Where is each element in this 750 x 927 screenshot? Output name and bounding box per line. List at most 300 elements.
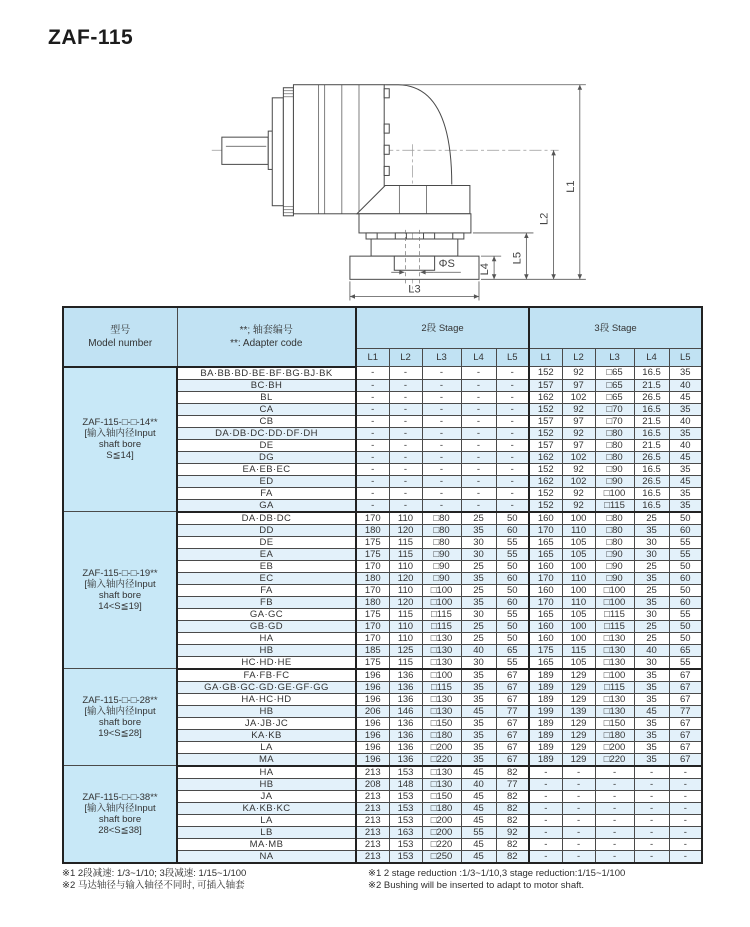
stage3-value: - [669, 802, 702, 814]
stage2-value: - [496, 403, 529, 415]
stage3-value: 67 [669, 693, 702, 705]
stage3-value: 129 [562, 753, 595, 766]
stage2-value: 67 [496, 741, 529, 753]
stage3-value: - [595, 850, 634, 863]
stage2-value: 67 [496, 681, 529, 693]
adapter-cell: GB·GD [177, 620, 356, 632]
stage3-value: 189 [529, 717, 562, 729]
stage3-value: □100 [595, 487, 634, 499]
stage3-value: □130 [595, 632, 634, 644]
adapter-cell: HB [177, 644, 356, 656]
stage2-value: 25 [461, 560, 496, 572]
stage3-value: - [529, 802, 562, 814]
stage2-value: - [389, 427, 422, 439]
stage2-value: - [496, 475, 529, 487]
stage3-value: 30 [634, 656, 669, 669]
stage3-value: 92 [562, 499, 595, 512]
gearhead-front [272, 88, 293, 216]
stage2-value: 25 [461, 584, 496, 596]
stage3-value: 55 [669, 608, 702, 620]
stage2-value: 196 [356, 717, 389, 729]
stage3-value: 160 [529, 620, 562, 632]
stage2-value: 45 [461, 705, 496, 717]
stage3-value: 25 [634, 560, 669, 572]
stage2-value: 82 [496, 766, 529, 779]
dim-header-s2-l1: L1 [356, 349, 389, 367]
stage3-value: 67 [669, 729, 702, 741]
stage3-value: 170 [529, 572, 562, 584]
footnote-en-2: ※2 Bushing will be inserted to adapt to motor shaft. [368, 880, 585, 891]
stage3-value: 92 [562, 487, 595, 499]
stage2-value: 196 [356, 741, 389, 753]
stage2-value: 180 [356, 524, 389, 536]
stage3-value: 21.5 [634, 439, 669, 451]
stage3-value: 25 [634, 632, 669, 644]
stage2-value: - [461, 427, 496, 439]
stage2-value: □150 [422, 790, 461, 802]
stage2-value: □180 [422, 802, 461, 814]
stage3-value: - [529, 790, 562, 802]
stage2-value: 136 [389, 717, 422, 729]
stage3-value: □70 [595, 415, 634, 427]
table-row [63, 367, 702, 380]
stage3-value: □115 [595, 620, 634, 632]
stage2-value: - [356, 463, 389, 475]
adapter-cell: BA·BB·BD·BE·BF·BG·BJ·BK [177, 367, 356, 380]
adapter-cell: HB [177, 705, 356, 717]
stage3-value: 110 [562, 524, 595, 536]
stage3-value: 65 [669, 644, 702, 656]
stage3-value: - [595, 778, 634, 790]
stage3-value: - [529, 766, 562, 779]
stage3-value: 67 [669, 717, 702, 729]
stage3-value: - [562, 802, 595, 814]
stage2-value: 196 [356, 669, 389, 682]
dim-header-s3-l1: L1 [529, 349, 562, 367]
stage2-value: 213 [356, 838, 389, 850]
stage3-value: 152 [529, 367, 562, 380]
stage2-value: - [461, 499, 496, 512]
stage3-value: 35 [669, 403, 702, 415]
table-wrap [62, 306, 703, 864]
stage3-value: 160 [529, 584, 562, 596]
stage3-value: 25 [634, 584, 669, 596]
adapter-cell: DA·DB·DC·DD·DF·DH [177, 427, 356, 439]
stage2-value: 196 [356, 681, 389, 693]
stage3-value: 55 [669, 536, 702, 548]
stage3-value: 97 [562, 439, 595, 451]
stage2-value: 35 [461, 572, 496, 584]
stage3-value: 67 [669, 681, 702, 693]
stage2-value: 115 [389, 656, 422, 669]
stage3-value: 35 [634, 729, 669, 741]
stage2-value: 136 [389, 741, 422, 753]
stage2-value: □220 [422, 838, 461, 850]
stage2-value: - [461, 403, 496, 415]
adapter-cell: DD [177, 524, 356, 536]
stage3-value: □130 [595, 693, 634, 705]
stage2-value: 35 [461, 693, 496, 705]
stage2-value: 55 [461, 826, 496, 838]
stage3-value: 35 [634, 717, 669, 729]
stage2-value: 67 [496, 729, 529, 741]
stage3-value: 92 [562, 427, 595, 439]
stage3-value: - [595, 766, 634, 779]
stage3-value: - [634, 778, 669, 790]
stage3-value: □90 [595, 560, 634, 572]
stage2-value: 45 [461, 814, 496, 826]
stage3-value: 50 [669, 620, 702, 632]
gearbox-dimension-drawing [118, 55, 723, 303]
stage2-value: □130 [422, 705, 461, 717]
stage2-value: 153 [389, 814, 422, 826]
stage2-value: - [496, 463, 529, 475]
stage2-value: 35 [461, 669, 496, 682]
stage2-value: 136 [389, 753, 422, 766]
stage2-value: □80 [422, 524, 461, 536]
stage3-value: - [634, 790, 669, 802]
stage2-value: 110 [389, 620, 422, 632]
stage2-value: - [422, 415, 461, 427]
stage2-value: - [422, 463, 461, 475]
stage2-value: □130 [422, 632, 461, 644]
stage2-value: 146 [389, 705, 422, 717]
stage2-value: - [389, 367, 422, 380]
stage3-value: □80 [595, 427, 634, 439]
stage3-value: 100 [562, 512, 595, 525]
stage3-value: 35 [634, 572, 669, 584]
stage3-value: - [669, 850, 702, 863]
adapter-cell: EB [177, 560, 356, 572]
dim-header-s2-l3: L3 [422, 349, 461, 367]
stage2-value: □115 [422, 681, 461, 693]
stage2-value: - [422, 487, 461, 499]
stage3-value: 40 [669, 439, 702, 451]
dim-header-s3-l4: L4 [634, 349, 669, 367]
stage2-value: 82 [496, 850, 529, 863]
stage2-value: 206 [356, 705, 389, 717]
stage2-value: □200 [422, 814, 461, 826]
stage3-value: - [595, 790, 634, 802]
stage3-value: 55 [669, 656, 702, 669]
stage3-value: 170 [529, 524, 562, 536]
stage2-value: 136 [389, 669, 422, 682]
stage2-value: - [461, 391, 496, 403]
dim-label-l4: L4 [479, 263, 492, 276]
stage3-value: - [634, 850, 669, 863]
stage3-value: □130 [595, 705, 634, 717]
stage2-value: - [422, 451, 461, 463]
stage3-value: - [529, 778, 562, 790]
stage2-value: □250 [422, 850, 461, 863]
stage2-value: - [496, 367, 529, 380]
stage2-value: □180 [422, 729, 461, 741]
stage3-value: 35 [634, 524, 669, 536]
stage2-value: 170 [356, 512, 389, 525]
stage2-value: 55 [496, 536, 529, 548]
stage3-value: 45 [669, 475, 702, 487]
stage2-value: □100 [422, 596, 461, 608]
adapter-cell: LA [177, 814, 356, 826]
stage2-value: - [422, 379, 461, 391]
stage3-value: 100 [562, 632, 595, 644]
stage2-value: 115 [389, 548, 422, 560]
stage3-value: □130 [595, 656, 634, 669]
stage2-value: 30 [461, 536, 496, 548]
stage3-value: 189 [529, 693, 562, 705]
stage2-value: 40 [461, 644, 496, 656]
stage2-value: - [422, 439, 461, 451]
stage2-value: - [422, 367, 461, 380]
stage3-value: 165 [529, 656, 562, 669]
stage2-value: 55 [496, 548, 529, 560]
stage3-value: □65 [595, 367, 634, 380]
stage3-value: 189 [529, 729, 562, 741]
stage2-value: 50 [496, 512, 529, 525]
dim-label-l1: L1 [564, 180, 577, 193]
stage2-value: 153 [389, 766, 422, 779]
stage2-value: 148 [389, 778, 422, 790]
stage3-value: 25 [634, 620, 669, 632]
stage3-value: 139 [562, 705, 595, 717]
stage2-value: 185 [356, 644, 389, 656]
stage2-value: 213 [356, 766, 389, 779]
stage3-value: □180 [595, 729, 634, 741]
stage3-value: 16.5 [634, 403, 669, 415]
adapter-cell: JA [177, 790, 356, 802]
stage3-value: 97 [562, 415, 595, 427]
adapter-cell: HB [177, 778, 356, 790]
footnote-cn-1: ※1 2段减速: 1/3~1/10; 3段减速: 1/15~1/100 [62, 868, 247, 879]
stage3-value: □90 [595, 475, 634, 487]
stage2-value: - [389, 487, 422, 499]
model-number-header: 型号 Model number [63, 307, 177, 367]
stage3-value: 165 [529, 608, 562, 620]
stage2-value: - [422, 391, 461, 403]
dim-header-s3-l3: L3 [595, 349, 634, 367]
stage3-value: 102 [562, 391, 595, 403]
model-cell-group-2: ZAF-115-□-□-19** [输入轴内径Input shaft bore 14<S≦19] [63, 512, 177, 669]
stage2-value: □130 [422, 644, 461, 656]
stage2-value: 45 [461, 850, 496, 863]
stage2-value: - [356, 415, 389, 427]
stage3-value: □220 [595, 753, 634, 766]
stage2-value: 25 [461, 632, 496, 644]
adapter-cell: KA·KB·KC [177, 802, 356, 814]
stage3-value: □80 [595, 524, 634, 536]
stage2-value: 35 [461, 524, 496, 536]
stage3-value: - [529, 838, 562, 850]
stage2-value: 45 [461, 838, 496, 850]
adapter-cell: GA·GB·GC·GD·GE·GF·GG [177, 681, 356, 693]
stage2-value: - [389, 391, 422, 403]
drawing-svg [118, 55, 723, 303]
stage3-value: 129 [562, 693, 595, 705]
stage2-value: 35 [461, 741, 496, 753]
page-title: ZAF-115 [48, 26, 134, 49]
stage2-value: 35 [461, 729, 496, 741]
stage2-value: 77 [496, 705, 529, 717]
stage2-value: 82 [496, 838, 529, 850]
stage3-value: 129 [562, 669, 595, 682]
stage2-value: - [356, 391, 389, 403]
stage2-value: 40 [461, 778, 496, 790]
stage2-value: - [496, 439, 529, 451]
stage3-value: 50 [669, 632, 702, 644]
stage3-value: 16.5 [634, 367, 669, 380]
stage3-value: 100 [562, 620, 595, 632]
stage2-value: - [356, 439, 389, 451]
stage2-value: 110 [389, 584, 422, 596]
stage3-value: - [595, 802, 634, 814]
stage2-value: □150 [422, 717, 461, 729]
stage3-value: 16.5 [634, 487, 669, 499]
stage3-value: □150 [595, 717, 634, 729]
output-flange [350, 214, 479, 280]
stage3-value: 55 [669, 548, 702, 560]
header-row-groups [63, 307, 702, 349]
stage3-value: - [562, 778, 595, 790]
stage2-value: - [356, 475, 389, 487]
stage2-value: □130 [422, 693, 461, 705]
stage2-value: 35 [461, 753, 496, 766]
stage2-value: 60 [496, 572, 529, 584]
stage2-value: - [356, 487, 389, 499]
stage3-value: 35 [669, 427, 702, 439]
stage2-value: 45 [461, 790, 496, 802]
stage3-value: 129 [562, 681, 595, 693]
dim-label-l2: L2 [538, 212, 551, 225]
stage2-value: - [389, 439, 422, 451]
stage2-value: □115 [422, 620, 461, 632]
stage2-value: □200 [422, 826, 461, 838]
stage3-value: 152 [529, 463, 562, 475]
stage3-value: 35 [634, 693, 669, 705]
adapter-cell: LB [177, 826, 356, 838]
stage2-value: 175 [356, 548, 389, 560]
adapter-cell: JA·JB·JC [177, 717, 356, 729]
stage3-value: □65 [595, 379, 634, 391]
adapter-cell: EA·EB·EC [177, 463, 356, 475]
stage2-value: □200 [422, 741, 461, 753]
stage2-value: 35 [461, 681, 496, 693]
stage3-value: - [529, 850, 562, 863]
stage2-value: □80 [422, 512, 461, 525]
stage3-value: 100 [562, 584, 595, 596]
stage3-value: - [529, 826, 562, 838]
stage3-value: 92 [562, 403, 595, 415]
stage2-value: 213 [356, 826, 389, 838]
stage2-value: 35 [461, 596, 496, 608]
stage3-value: 157 [529, 415, 562, 427]
stage3-value: 199 [529, 705, 562, 717]
stage2-value: 50 [496, 620, 529, 632]
table-row [63, 669, 702, 682]
stage2-value: 175 [356, 656, 389, 669]
stage2-value: 136 [389, 729, 422, 741]
gearbox-body [293, 85, 389, 214]
stage2-value: - [356, 403, 389, 415]
stage2-value: - [389, 451, 422, 463]
stage2-value: 153 [389, 838, 422, 850]
adapter-cell: ED [177, 475, 356, 487]
stage3-value: 100 [562, 560, 595, 572]
dim-header-s3-l2: L2 [562, 349, 595, 367]
stage3-value: □100 [595, 596, 634, 608]
stage2-value: 163 [389, 826, 422, 838]
stage2-value: 115 [389, 536, 422, 548]
footnotes-en [368, 868, 710, 892]
dim-header-s2-l5: L5 [496, 349, 529, 367]
adapter-cell: FA [177, 584, 356, 596]
stage3-value: 97 [562, 379, 595, 391]
dim-header-s2-l2: L2 [389, 349, 422, 367]
stage3-value: □90 [595, 572, 634, 584]
output-shaft [222, 131, 280, 169]
stage2-value: 67 [496, 693, 529, 705]
adapter-cell: HA·HC·HD [177, 693, 356, 705]
stage3-value: 30 [634, 548, 669, 560]
stage3-value: - [669, 814, 702, 826]
stage2-value: 60 [496, 596, 529, 608]
stage3-value: 152 [529, 499, 562, 512]
stage3-value: □80 [595, 536, 634, 548]
stage3-value: 26.5 [634, 475, 669, 487]
stage3-value: □80 [595, 512, 634, 525]
stage2-value: 170 [356, 584, 389, 596]
footnotes-cn [62, 868, 368, 892]
stage2-value: - [389, 403, 422, 415]
stage3-value: 35 [669, 499, 702, 512]
stage2-value: 120 [389, 524, 422, 536]
adapter-cell: HC·HD·HE [177, 656, 356, 669]
adapter-cell: BC·BH [177, 379, 356, 391]
stage2-value: 136 [389, 693, 422, 705]
stage2-value: 110 [389, 560, 422, 572]
stage2-value: 30 [461, 608, 496, 620]
stage2-value: 45 [461, 802, 496, 814]
stage3-value: 189 [529, 669, 562, 682]
stage3-value: 67 [669, 753, 702, 766]
dim-header-s2-l4: L4 [461, 349, 496, 367]
stage2-value: 153 [389, 850, 422, 863]
stage2-value: 170 [356, 560, 389, 572]
stage2-value: 30 [461, 548, 496, 560]
stage3-value: 157 [529, 379, 562, 391]
stage2-value: 115 [389, 608, 422, 620]
stage2-value: - [422, 499, 461, 512]
stage2-value: 50 [496, 632, 529, 644]
stage3-value: 30 [634, 608, 669, 620]
stage3-value: 160 [529, 632, 562, 644]
stage2-value: 196 [356, 693, 389, 705]
adapter-cell: FB [177, 596, 356, 608]
stage2-value: 25 [461, 512, 496, 525]
stage3-value: 152 [529, 427, 562, 439]
stage3-value: 189 [529, 741, 562, 753]
stage3-value: □80 [595, 439, 634, 451]
footnote-cn-2: ※2 马达轴径与输入轴径不同时, 可插入轴套 [62, 880, 245, 891]
stage3-value: - [595, 814, 634, 826]
stage2-value: 125 [389, 644, 422, 656]
stage2-value: - [422, 475, 461, 487]
stage3-value: 16.5 [634, 463, 669, 475]
stage2-value: - [496, 379, 529, 391]
stage3-value: □65 [595, 391, 634, 403]
stage2-value: - [356, 367, 389, 380]
stage3-value: 77 [669, 705, 702, 717]
stage3-value: - [562, 826, 595, 838]
